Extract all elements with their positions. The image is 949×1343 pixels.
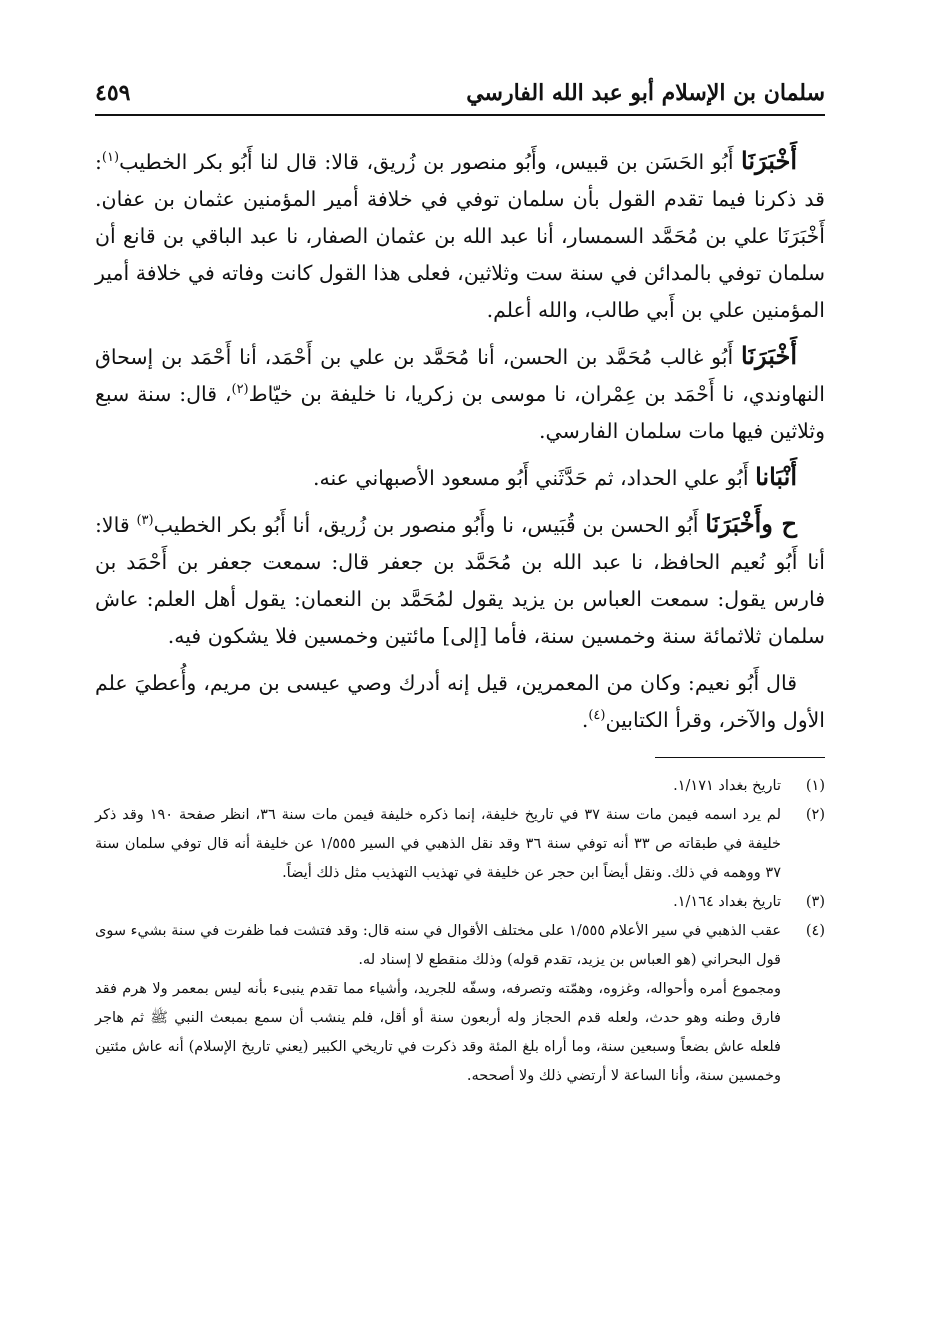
paragraph xyxy=(95,505,825,655)
footnote-divider xyxy=(655,757,825,758)
paragraph-text: قال أَبُو نعيم: وكان من المعمرين، قيل إنه أدرك وصي عيسى بن مريم، وأُعطيَ علم الأول والآخر، وقرأ الكتابين xyxy=(95,671,825,732)
paragraph-text: : قد ذكرنا فيما تقدم القول بأن سلمان توفي في خلافة أمير المؤمنين عثمان بن عفان. أَخْبَرَنَا علي بن مُحَمَّد السمسار، أنا عبد الله بن عثمان الصفار، نا عبد الباقي بن قانع أن سلمان توفي بالمدائن في سنة ست وثلاثين، فعلى هذا القول كانت وفاته في خلافة أمير المؤمنين علي بن أَبي طالب، والله أعلم. xyxy=(95,150,825,322)
footnote-number: (١) xyxy=(805,778,825,794)
footnote xyxy=(95,801,825,888)
footnote-body xyxy=(95,801,781,888)
footnote-reference: (٣) xyxy=(136,513,154,529)
paragraph-lead: ح وأَخْبَرَنَا xyxy=(705,509,797,538)
footnote-number: (٢) xyxy=(805,807,825,823)
paragraph-text: . xyxy=(581,708,589,732)
footnote-text: ومجموع أمره وأحواله، وغزوه، وهمّته وتصرفه، وسفّه للجريد، وأشياء مما تقدم ينبىء بأنه ليس بمعمر ولا هرم فقد فارق وطنه وهو حدث، ولعله قدم الحجاز وله أربعون سنة أو أقل، فلم ينشب أن سمع بمبعث النبي ﷺ ثم هاجر فلعله عاش بضعاً وسبعين سنة، وما أراه بلغ المئة وقد ذكرت في تاريخي الكبير (يعني تاريخ الإسلام) أنه عاش مئتين وخمسين سنة، وأنا الساعة لا أرتضي ذلك ولا أصححه. xyxy=(95,981,781,1084)
running-title: سلمان بن الإسلام أبو عبد الله الفارسي xyxy=(466,80,825,106)
page-number: ٤٥٩ xyxy=(95,80,131,106)
paragraph xyxy=(95,458,825,497)
footnote-number: (٤) xyxy=(805,923,825,939)
paragraph xyxy=(95,142,825,329)
footnote-text: تاريخ بغداد ١/١٧١. xyxy=(673,778,781,794)
paragraph-text: أَبُو الحسن بن قُبَيس، نا وأَبُو منصور بن زُريق، أنا أَبُو بكر الخطيب xyxy=(153,513,706,537)
footnote-reference: (١) xyxy=(101,150,120,166)
footnote-reference: (٤) xyxy=(588,708,606,724)
main-text xyxy=(95,142,825,739)
footnote-text: عقب الذهبي في سير الأعلام ١/٥٥٥ على مختلف الأقوال في سنه قال: وقد فتشت فما ظفرت في سنة بشيء سوى قول البحراني (هو العباس بن يزيد، تقدم قوله) وذلك منقطع لا إسناد له. xyxy=(95,923,781,968)
footnote-number: (٣) xyxy=(805,894,825,910)
book-page xyxy=(95,70,825,1091)
paragraph-lead: أَنْبَانا xyxy=(755,462,797,491)
footnote-body xyxy=(95,888,781,917)
footnote-text: لم يرد اسمه فيمن مات سنة ٣٧ في تاريخ خليفة، إنما ذكره خليفة فيمن مات سنة ٣٦، انظر صفحة ١٩٠ وقد ذكر خليفة في طبقاته ص ٣٣ أنه توفي سنة ٣٦ وقد نقل الذهبي في السير ١/٥٥٥ عن خليفة أنه قال توفي سلمان سنة ٣٧ ووهمه في ذلك. ونقل أيضاً ابن حجر عن خليفة في تهذيب التهذيب مثل ذلك أيضاً. xyxy=(95,807,782,881)
paragraph-lead: أَخْبَرَنَا xyxy=(741,341,798,370)
paragraph-text: أَبُو الحَسَن بن قبيس، وأَبُو منصور بن زُريق، قالا: قال لنا أَبُو بكر الخطيب xyxy=(119,150,742,174)
footnote-body xyxy=(95,772,781,801)
paragraph-text: أَبُو غالب مُحَمَّد بن الحسن، أنا مُحَمَّد بن علي بن أَحْمَد، أنا أَحْمَد بن إسحاق النهاوندي، نا أَحْمَد بن عِمْران، نا موسى بن زكريا، نا خليفة بن خيّاط xyxy=(95,345,825,406)
paragraph xyxy=(95,337,825,450)
paragraph xyxy=(95,663,825,739)
paragraph-text: أَبُو علي الحداد، ثم حَدَّثَني أَبُو مسعود الأصبهاني عنه. xyxy=(312,466,756,490)
paragraph-text: ، قال: سنة سبع وثلاثين فيها مات سلمان الفارسي. xyxy=(95,382,825,443)
footnote-body xyxy=(95,917,781,1091)
footnote-text: تاريخ بغداد ١/١٦٤. xyxy=(673,894,781,910)
paragraph-lead: أَخْبَرَنَا xyxy=(741,146,797,175)
footnote xyxy=(95,772,825,801)
footnote xyxy=(95,888,825,917)
footnote-reference: (٢) xyxy=(231,382,249,398)
footnotes xyxy=(95,772,825,1091)
footnote xyxy=(95,917,825,1091)
paragraph-text: قالا: أنا أَبُو نُعيم الحافظ، نا عبد الله بن مُحَمَّد بن جعفر قال: سمعت جعفر بن أَحْمَد بن فارس يقول: سمعت العباس بن يزيد يقول لمُحَمَّد بن النعمان: يقول أهل العلم: عاش سلمان ثلاثمائة سنة وخمسين سنة، فأما [إلى] مائتين وخمسين فلا يشكون فيه. xyxy=(95,513,825,648)
running-header xyxy=(95,70,825,116)
